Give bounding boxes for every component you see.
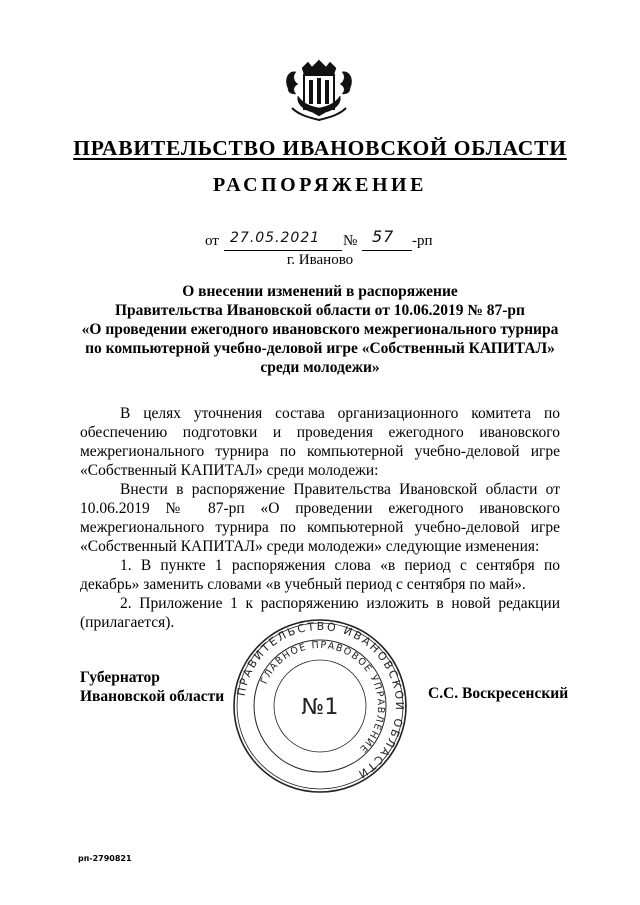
document-code: рп-2790821: [78, 854, 132, 863]
stamp-inner-text: ГЛАВНОЕ ПРАВОВОЕ УПРАВЛЕНИЕ: [258, 639, 387, 756]
number-suffix: -рп: [412, 233, 433, 249]
legal-department-stamp: [232, 618, 408, 794]
title-line: Правительства Ивановской области от 10.06.2019 № 87-рп: [115, 302, 525, 319]
city: г. Иваново: [286, 252, 354, 268]
body-paragraph: В целях уточнения состава организационного комитета по обеспечению подготовки и проведения ежегодного ивановского межрегионального турнира по компьютерной учебно-деловой игре «Собственный КАПИТАЛ» среди молодежи:: [80, 405, 560, 479]
title-line: «О проведении ежегодного ивановского межрегионального турнира: [81, 321, 559, 338]
registration-date: 27.05.2021: [230, 230, 321, 246]
document-type: РАСПОРЯЖЕНИЕ: [213, 174, 427, 196]
number-label: №: [343, 233, 358, 249]
body-paragraph: Внести в распоряжение Правительства Ивановской области от 10.06.2019 № 87-рп «О проведении ежегодного ивановского межрегионального турнира по компьютерной учебно-деловой игре «Собственный КАПИТАЛ» среди молодежи» следующие изменения:: [80, 481, 560, 555]
body-paragraph: 2. Приложение 1 к распоряжению изложить в новой редакции (прилагается).: [80, 595, 560, 631]
signatory-name: С.С. Воскресенский: [428, 685, 569, 702]
stamp-outer-text: ПРАВИТЕЛЬСТВО ИВАНОВСКОЙ ОБЛАСТИ: [234, 619, 407, 782]
body-paragraph: 1. В пункте 1 распоряжения слова «в период с сентября по декабрь» заменить словами «в учебный период с сентября по май».: [80, 557, 560, 593]
document-title: [80, 282, 560, 377]
coat-of-arms-icon: [282, 58, 356, 122]
document-body: [80, 404, 560, 632]
title-line: по компьютерной учебно-деловой игре «Собственный КАПИТАЛ»: [85, 340, 555, 357]
registration-line: [0, 227, 640, 254]
title-line: О внесении изменений в распоряжение: [182, 283, 458, 300]
stamp-number: №1: [301, 695, 339, 720]
signatory-position: [80, 668, 224, 706]
from-label: от: [205, 233, 219, 249]
title-line: среди молодежи»: [260, 359, 380, 376]
registration-number: 57: [372, 227, 395, 246]
position-line: Ивановской области: [80, 688, 225, 705]
position-line: Губернатор: [80, 669, 160, 686]
authority-heading: ПРАВИТЕЛЬСТВО ИВАНОВСКОЙ ОБЛАСТИ: [73, 136, 567, 160]
